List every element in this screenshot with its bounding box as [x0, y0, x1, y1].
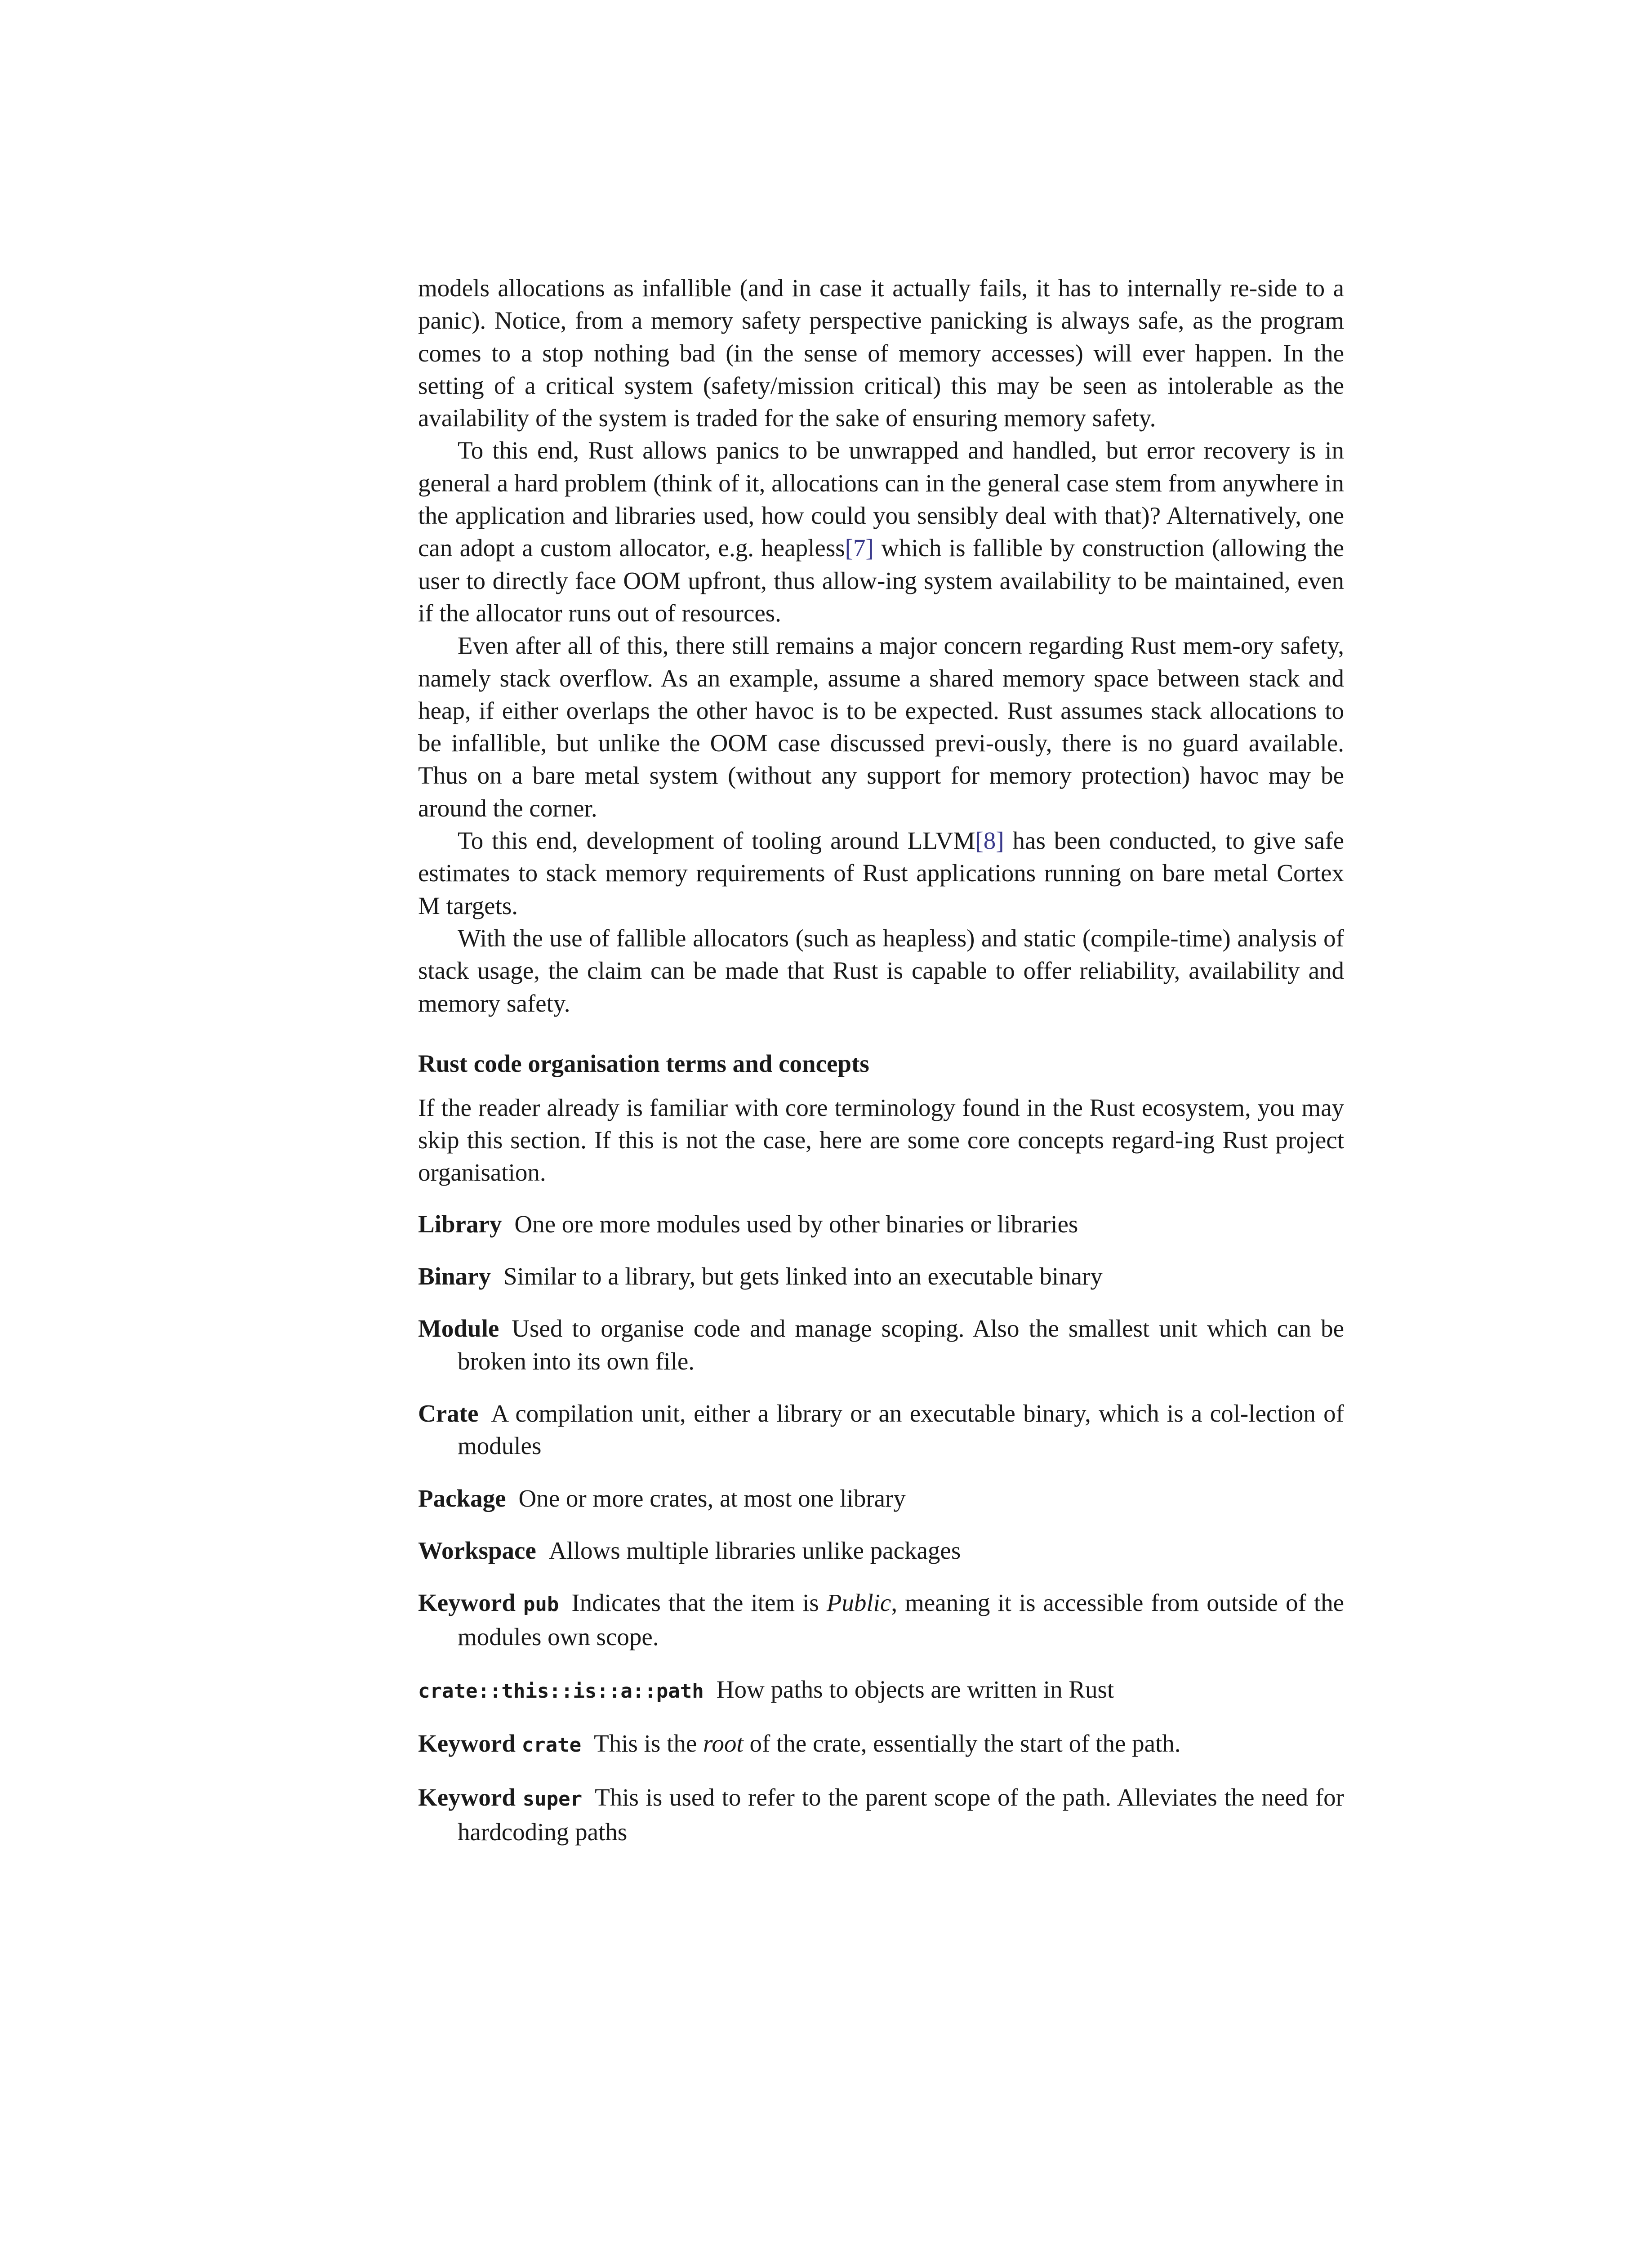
definition-module: [418, 1312, 1344, 1378]
definition-description: This is used to refer to the parent scope of the path. Alleviates the need for hardcoding paths: [458, 1784, 1345, 1846]
paragraph-text: To this end, development of tooling around LLVM: [458, 827, 975, 855]
definition-term: Keyword: [418, 1729, 516, 1757]
definition-binary: [418, 1260, 1344, 1293]
section-heading: Rust code organisation terms and concepts: [418, 1049, 869, 1077]
paragraph-conclusion: With the use of fallible allocators (such as heapless) and static (compile-time) analysis of stack usage, the claim can be made that Rust is capable to offer reliability, availability and memory safety.: [418, 924, 1344, 1017]
definition-term: Module: [418, 1315, 499, 1343]
definition-library: [418, 1208, 1344, 1240]
paragraph-text: which is fallible by construction (allowing the user to directly face OOM upfront, thus allow-ing system availability to be maintained, even if the allocator runs out of resources.: [418, 534, 1344, 627]
emphasis-text: Public: [826, 1589, 891, 1617]
paragraph-text: has been conducted, to give safe estimates to stack memory requirements of Rust applications running on bare metal Cortex M targets.: [418, 827, 1344, 919]
definition-description: of the crate, essentially the start of the path.: [743, 1729, 1181, 1757]
definition-description: A compilation unit, either a library or an executable binary, which is a col-lection of modules: [458, 1399, 1344, 1460]
definition-crate: [418, 1397, 1344, 1463]
definition-description: One ore more modules used by other binaries or libraries: [514, 1210, 1078, 1238]
emphasis-text: root: [703, 1729, 744, 1757]
paragraph-llvm-tooling: [418, 825, 1344, 922]
definition-term: Workspace: [418, 1536, 536, 1564]
definition-term: Keyword: [418, 1784, 516, 1811]
definition-description: Similar to a library, but gets linked into an executable binary: [503, 1262, 1103, 1290]
paragraph-text: To this end, Rust allows panics to be unwrapped and handled, but error recovery is in general a hard problem (think of it, allocations can in the general case stem from anywhere in the application and libraries used, how could you sensibly deal with that)? Alternatively, one can adopt a custom allocator, e.g. heapless: [418, 437, 1344, 562]
definition-description: How paths to objects are written in Rust: [716, 1675, 1114, 1703]
definition-description: Allows multiple libraries unlike packages: [548, 1536, 961, 1564]
definition-term: Keyword: [418, 1589, 516, 1617]
code-keyword: pub: [523, 1593, 559, 1616]
definition-term: Library: [418, 1210, 502, 1238]
definition-term: Package: [418, 1484, 506, 1512]
text-column: [418, 272, 1344, 1868]
definition-term: Binary: [418, 1262, 491, 1290]
definition-description: Indicates that the item is: [571, 1589, 827, 1617]
definition-list: [418, 1208, 1344, 1848]
code-path: crate::this::is::a::path: [418, 1679, 704, 1703]
definition-keyword-pub: [418, 1587, 1344, 1654]
paragraph-panics-unwrapped: [418, 434, 1344, 629]
code-keyword: crate: [521, 1733, 582, 1757]
definition-keyword-super: [418, 1781, 1344, 1848]
definition-description: Used to organise code and manage scoping. Also the smallest unit which can be broken into its own file.: [458, 1315, 1344, 1375]
definition-term: Crate: [418, 1399, 479, 1427]
paragraph-allocation-infallible: models allocations as infallible (and in case it actually fails, it has to internally re-side to a panic). Notice, from a memory safety perspective panicking is always safe, as the program comes to a stop nothing bad (in the sense of memory accesses) will ever happen. In the setting of a critical system (safety/mission critical) this may be seen as intolerable as the availability of the system is traded for the sake of ensuring memory safety.: [418, 274, 1344, 432]
citation-link[interactable]: [8]: [975, 827, 1004, 855]
definition-keyword-crate: [418, 1727, 1344, 1762]
definition-description: , meaning it is accessible from outside of the modules own scope.: [458, 1589, 1345, 1651]
code-keyword: super: [522, 1788, 583, 1811]
definition-description: This is the: [594, 1729, 704, 1757]
section-intro: If the reader already is familiar with core terminology found in the Rust ecosystem, you may skip this section. If this is not the case, here are some core concepts regard-ing Rust project organisation.: [418, 1093, 1344, 1186]
definition-path: [418, 1673, 1344, 1708]
paragraph-stack-overflow: Even after all of this, there still remains a major concern regarding Rust mem-ory safety, namely stack overflow. As an example, assume a shared memory space between stack and heap, if either overlaps the other havoc is to be expected. Rust assumes stack allocations to be infallible, but unlike the OOM case discussed previ-ously, there is no guard available. Thus on a bare metal system (without any support for memory protection) havoc may be around the corner.: [418, 632, 1344, 822]
definition-workspace: [418, 1534, 1344, 1567]
definition-description: One or more crates, at most one library: [518, 1484, 906, 1512]
definition-package: [418, 1482, 1344, 1515]
citation-link[interactable]: [7]: [845, 534, 874, 562]
